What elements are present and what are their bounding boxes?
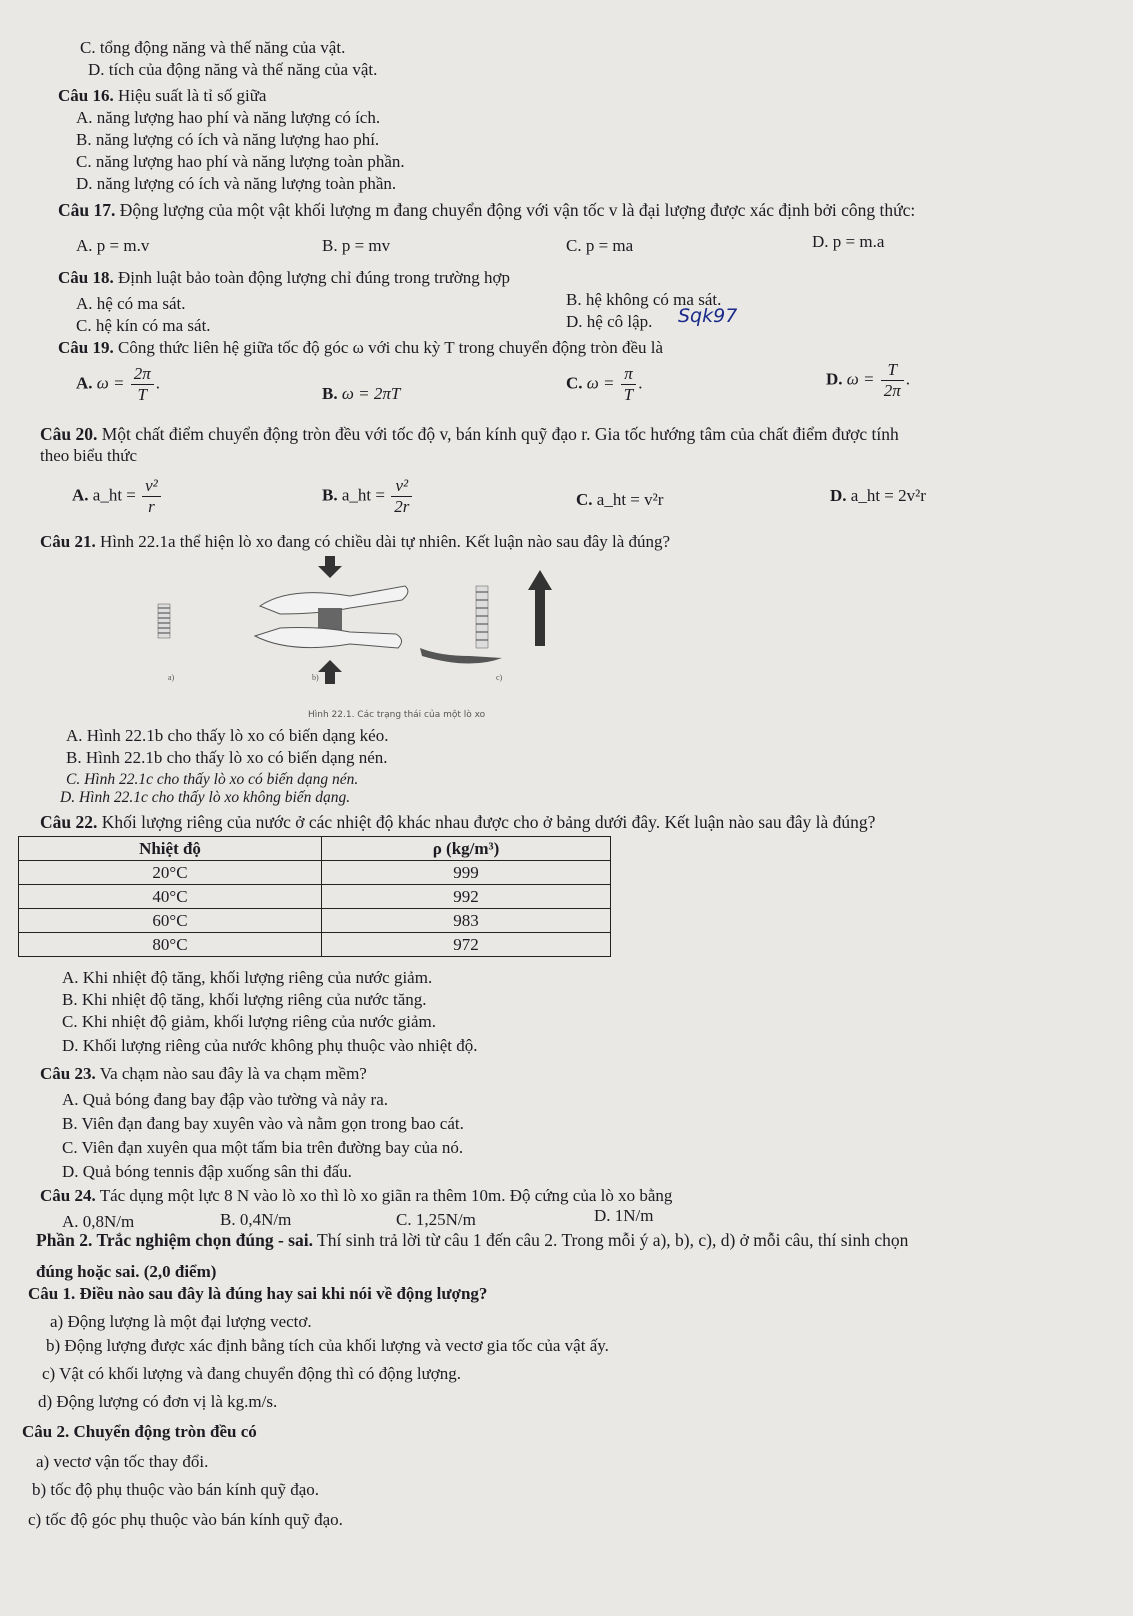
spring-a	[158, 604, 170, 638]
q23-option-a: A. Quả bóng đang bay đập vào tường và nảy ra.	[62, 1090, 389, 1109]
q17-option-b: B. p = mv	[322, 236, 391, 255]
svg-text:a): a)	[168, 673, 175, 682]
q24-option-b: B. 0,4N/m	[220, 1210, 292, 1229]
p2-q1-item-b: b) Động lượng được xác định bằng tích của khối lượng và vectơ gia tốc của vật ấy.	[46, 1336, 609, 1355]
q21-option-b: B. Hình 22.1b cho thấy lò xo có biến dạng nén.	[66, 748, 388, 767]
table-header-temp: Nhiệt độ	[19, 837, 322, 861]
q23-label: Câu 23.	[40, 1064, 96, 1083]
q21-option-c: C. Hình 22.1c cho thấy lò xo có biến dạng nén.	[66, 771, 359, 788]
spring-c	[420, 570, 552, 664]
table-row: 40°C 992	[19, 885, 611, 909]
q22-label: Câu 22.	[40, 812, 98, 832]
q17-option-c: C. p = ma	[566, 236, 634, 255]
part2-text: Thí sinh trả lời từ câu 1 đến câu 2. Trong mỗi ý a), b), c), d) ở mỗi câu, thí sinh chọn	[317, 1230, 909, 1250]
svg-text:b): b)	[312, 673, 319, 682]
q20-option-b: B. a_ht = $\frac{\text{v²}}{2r}$	[322, 476, 414, 517]
q23-option-b: B. Viên đạn đang bay xuyên vào và nằm gọn trong bao cát.	[62, 1114, 464, 1133]
q20-label: Câu 20.	[40, 424, 98, 444]
q24-stem	[40, 1186, 672, 1206]
q22-option-d: D. Khối lượng riêng của nước không phụ thuộc vào nhiệt độ.	[62, 1036, 478, 1055]
p2-q1-stem	[28, 1284, 487, 1304]
q16-option-b: B. năng lượng có ích và năng lượng hao phí.	[76, 130, 380, 149]
p2-q1-item-c: c) Vật có khối lượng và đang chuyển động thì có động lượng.	[42, 1364, 461, 1383]
q23-text: Va chạm nào sau đây là va chạm mềm?	[99, 1064, 367, 1083]
q17-label: Câu 17.	[58, 200, 116, 220]
table-header-row	[19, 837, 611, 861]
q19-stem	[58, 338, 663, 358]
p2-q1-text: Điều nào sau đây là đúng hay sai khi nói về động lượng?	[79, 1284, 488, 1303]
table-row: 80°C 972	[19, 933, 611, 957]
q19-text: Công thức liên hệ giữa tốc độ góc ω với chu kỳ T trong chuyển động tròn đều là	[117, 338, 664, 357]
q17-text: Động lượng của một vật khối lượng m đang chuyển động với vận tốc v là đại lượng được xác định bởi công thức:	[119, 200, 916, 220]
q17-stem	[58, 200, 915, 220]
q21-option-d: D. Hình 22.1c cho thấy lò xo không biến dạng.	[60, 789, 351, 806]
q19-label: Câu 19.	[58, 338, 114, 357]
q24-label: Câu 24.	[40, 1186, 96, 1205]
q24-option-c: C. 1,25N/m	[396, 1210, 476, 1229]
table-row: 60°C 983	[19, 909, 611, 933]
q22-stem	[40, 812, 875, 832]
p2-q1-label: Câu 1.	[28, 1284, 76, 1303]
q20-option-c: C. a_ht = v²r	[576, 490, 664, 509]
q16-label: Câu 16.	[58, 86, 114, 105]
q22-option-c: C. Khi nhiệt độ giảm, khối lượng riêng của nước giảm.	[62, 1012, 436, 1031]
q19-option-d: D. ω = $\frac{T}{2\pi}$ .	[826, 360, 911, 400]
q22-option-b: B. Khi nhiệt độ tăng, khối lượng riêng của nước tăng.	[62, 990, 427, 1009]
q15-option-c: C. tổng động năng và thế năng của vật.	[80, 38, 346, 57]
q20-text: Một chất điểm chuyển động tròn đều với tốc độ v, bán kính quỹ đạo r. Gia tốc hướng tâm của chất điểm được tính	[101, 424, 899, 444]
q16-text: Hiệu suất là tỉ số giữa	[117, 86, 267, 105]
q24-option-d: D. 1N/m	[594, 1206, 654, 1225]
density-table	[18, 836, 611, 957]
q18-option-d: D. hệ cô lập.	[566, 312, 653, 331]
q16-option-a: A. năng lượng hao phí và năng lượng có ích.	[76, 108, 381, 127]
q19-option-c: C. ω = $\frac{\pi}{T}$ .	[566, 364, 643, 404]
q24-option-a: A. 0,8N/m	[62, 1212, 135, 1231]
p2-q2-item-a: a) vectơ vận tốc thay đổi.	[36, 1452, 209, 1471]
q17-option-a: A. p = m.v	[76, 236, 150, 255]
p2-q1-item-d: d) Động lượng có đơn vị là kg.m/s.	[38, 1392, 278, 1411]
figure-caption: Hình 22.1. Các trạng thái của một lò xo	[308, 710, 486, 720]
q18-text: Định luật bảo toàn động lượng chỉ đúng trong trường hợp	[117, 268, 510, 287]
q22-option-a: A. Khi nhiệt độ tăng, khối lượng riêng của nước giảm.	[62, 968, 433, 987]
p2-q2-item-c: c) tốc độ góc phụ thuộc vào bán kính quỹ đạo.	[28, 1510, 343, 1529]
q23-option-c: C. Viên đạn xuyên qua một tấm bia trên đường bay của nó.	[62, 1138, 464, 1157]
q18-option-b: B. hệ không có ma sát.	[566, 290, 722, 309]
part2-header	[36, 1230, 908, 1250]
table-header-density: ρ (kg/m³)	[322, 837, 611, 861]
q21-label: Câu 21.	[40, 532, 96, 551]
q19-option-a: A. ω = $\frac{2\pi}{T}$ .	[76, 364, 161, 404]
q19-option-b: B. ω = 2πT	[322, 384, 401, 403]
q23-option-d: D. Quả bóng tennis đập xuống sân thi đấu.	[62, 1162, 352, 1181]
p2-q2-item-b: b) tốc độ phụ thuộc vào bán kính quỹ đạo.	[32, 1480, 320, 1499]
q20-stem	[40, 424, 899, 444]
part2-header-cont: đúng hoặc sai. (2,0 điểm)	[36, 1262, 217, 1281]
q16-option-d: D. năng lượng có ích và năng lượng toàn phần.	[76, 174, 397, 193]
q16-option-c: C. năng lượng hao phí và năng lượng toàn phần.	[76, 152, 405, 171]
q18-option-c: C. hệ kín có ma sát.	[76, 316, 211, 335]
spring-b	[255, 556, 408, 684]
q15-option-d: D. tích của động năng và thế năng của vật.	[88, 60, 378, 79]
p2-q1-item-a: a) Động lượng là một đại lượng vectơ.	[50, 1312, 312, 1331]
q17-option-d: D. p = m.a	[812, 232, 885, 251]
p2-q2-label: Câu 2.	[22, 1422, 70, 1441]
q20-option-d: D. a_ht = 2v²r	[830, 486, 926, 505]
p2-q2-text: Chuyển động tròn đều có	[73, 1422, 257, 1441]
q20-option-a: A. a_ht = $\frac{\text{v²}}{r}$	[72, 476, 163, 517]
q16-stem	[58, 86, 266, 106]
table-row: 20°C 999	[19, 861, 611, 885]
q18-option-a: A. hệ có ma sát.	[76, 294, 186, 313]
q21-stem	[40, 532, 670, 552]
q18-label: Câu 18.	[58, 268, 114, 287]
q21-text: Hình 22.1a thể hiện lò xo đang có chiều dài tự nhiên. Kết luận nào sau đây là đúng?	[99, 532, 671, 551]
q22-text: Khối lượng riêng của nước ở các nhiệt độ khác nhau được cho ở bảng dưới đây. Kết luận nào sau đây là đúng?	[101, 812, 876, 832]
q23-stem	[40, 1064, 367, 1084]
svg-text:c): c)	[496, 673, 503, 682]
spring-figure	[140, 556, 600, 716]
q20-stem-cont: theo biểu thức	[40, 446, 138, 465]
part2-label: Phần 2. Trắc nghiệm chọn đúng - sai.	[36, 1230, 313, 1250]
q24-text: Tác dụng một lực 8 N vào lò xo thì lò xo giãn ra thêm 10m. Độ cứng của lò xo bằng	[99, 1186, 673, 1205]
q21-option-a: A. Hình 22.1b cho thấy lò xo có biến dạng kéo.	[66, 726, 389, 745]
p2-q2-stem	[22, 1422, 257, 1442]
q18-stem	[58, 268, 510, 288]
handwritten-note: Sqk97	[678, 305, 738, 327]
